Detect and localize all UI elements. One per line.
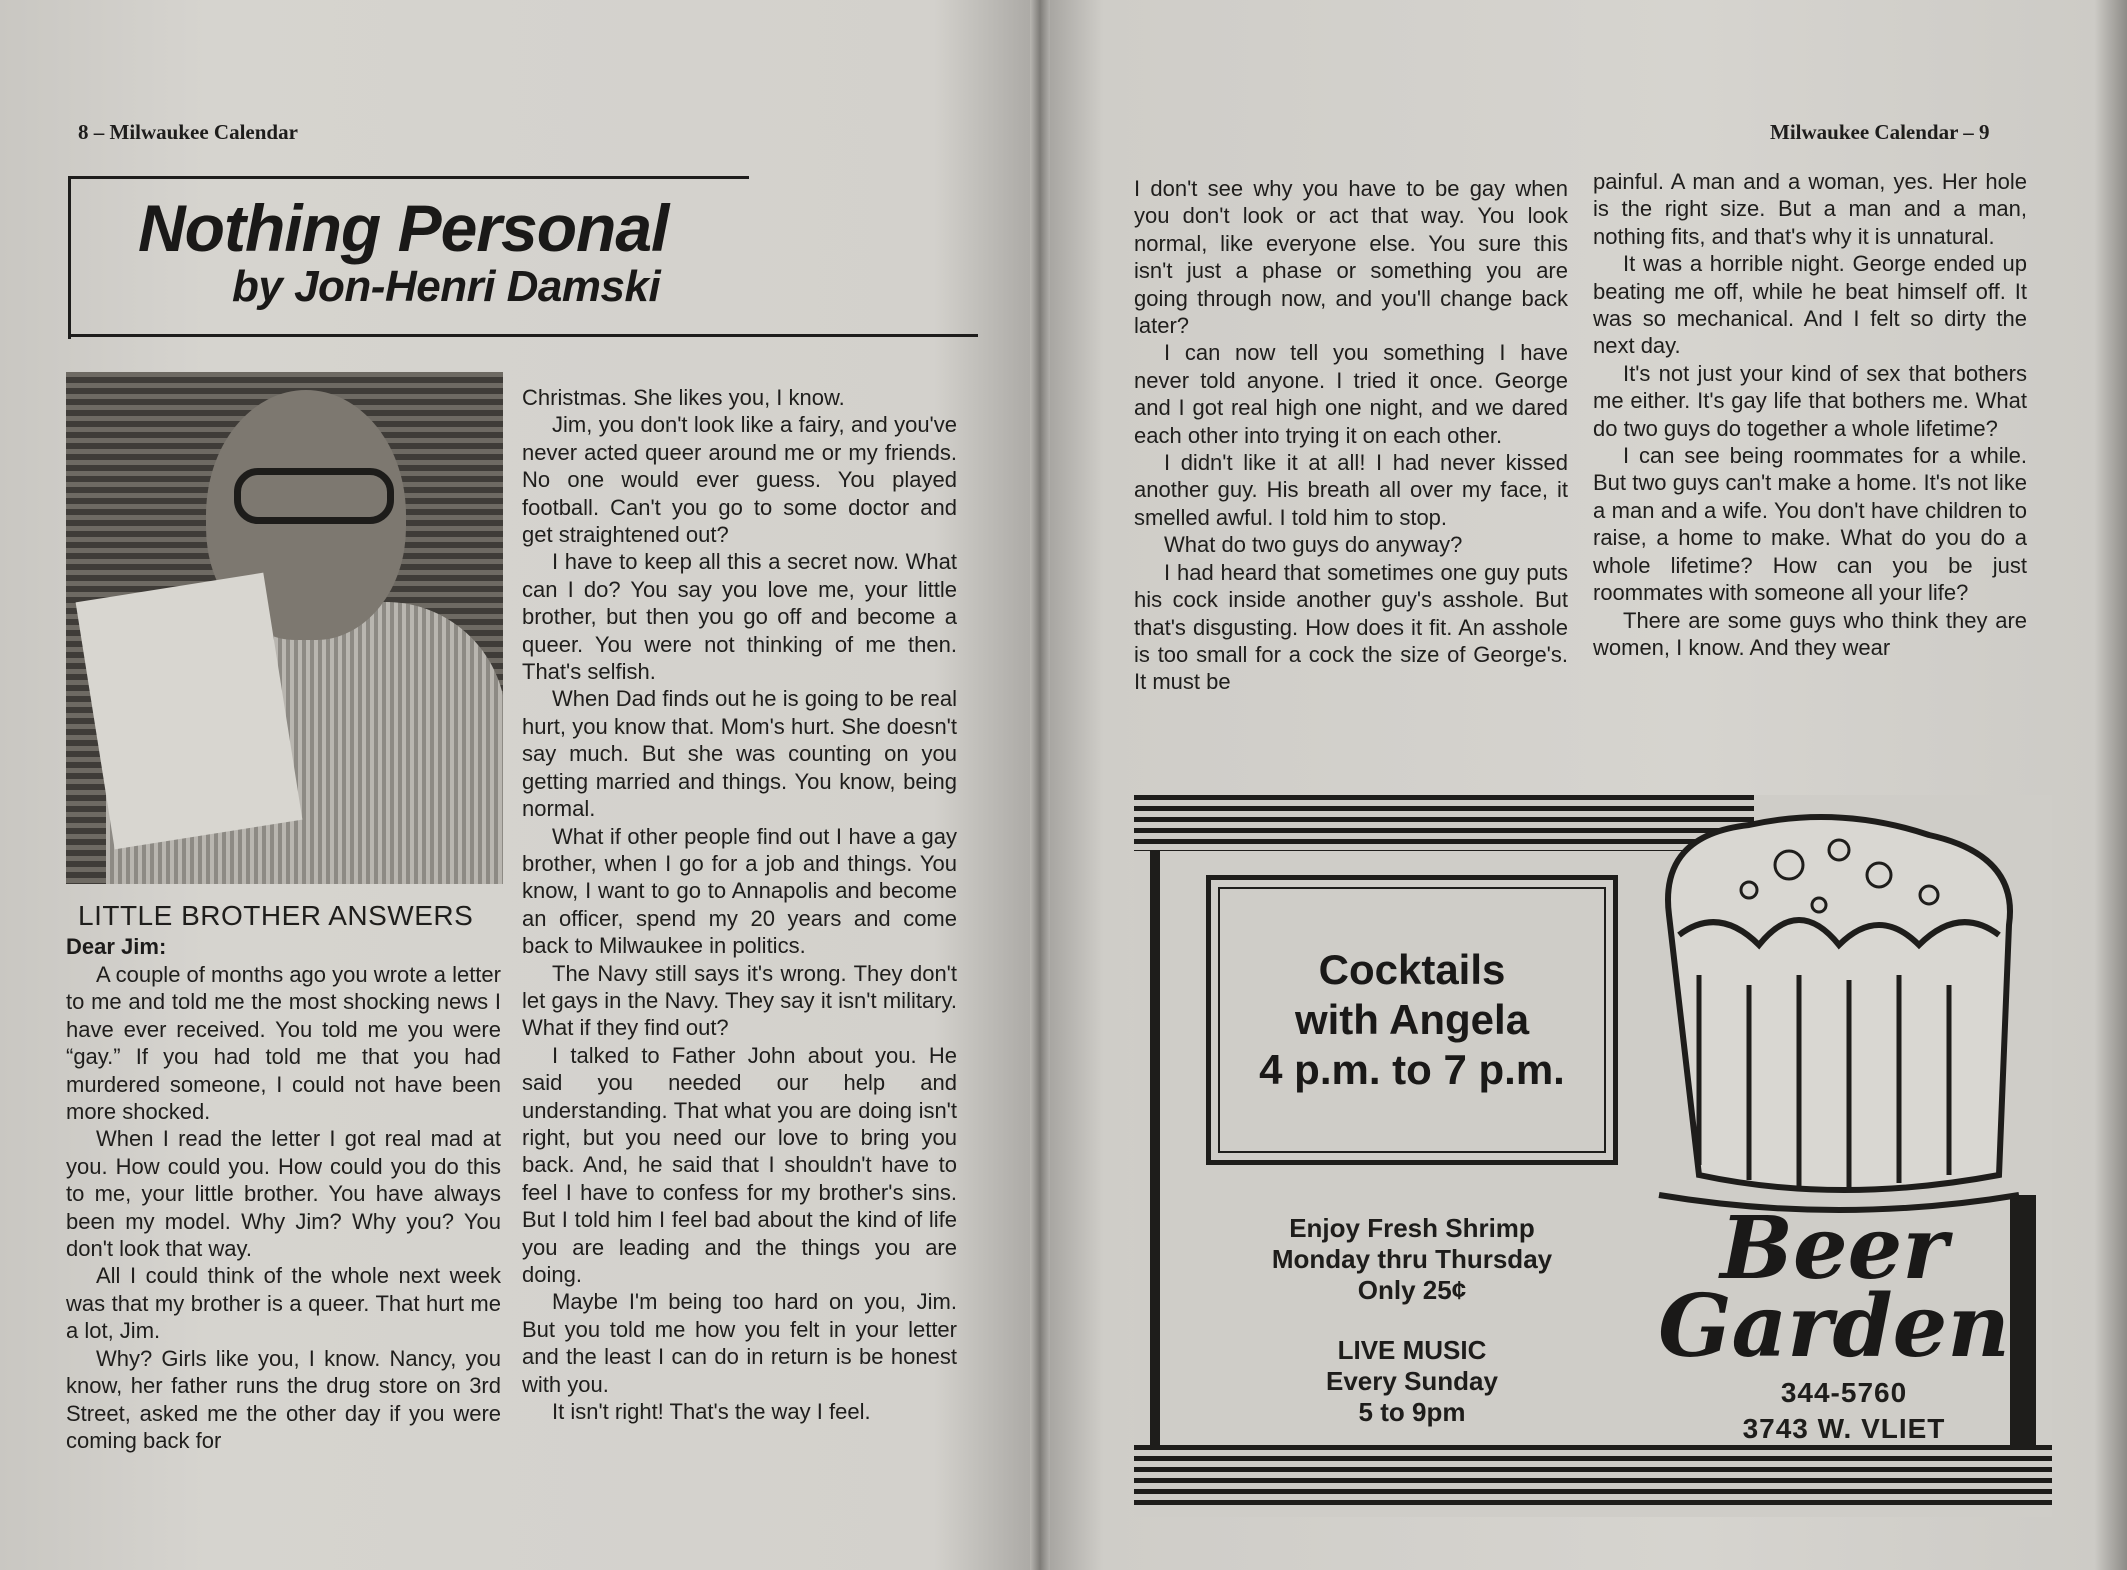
paragraph: I have to keep all this a secret now. What can I do? You say you love me, your little brother, but then you go off and become a queer. You were not thinking of me then. That's selfish.	[522, 549, 957, 685]
photo-paper	[76, 573, 303, 850]
wood-border-bottom	[1134, 1445, 2052, 1507]
paragraph: painful. A man and a woman, yes. Her hole is the right size. But a man and a man, nothing fits, and that's why it is unnatural.	[1593, 169, 2027, 249]
author-photo	[66, 372, 503, 884]
paragraph: What do two guys do anyway?	[1164, 532, 1463, 558]
paragraph: All I could think of the whole next week was that my brother is a queer. That hurt me a lot, Jim.	[66, 1263, 501, 1344]
ad-contact	[1674, 1375, 2014, 1447]
right-running-head: Milwaukee Calendar – 9	[1770, 120, 1990, 144]
ad-address: 3743 W. VLIET	[1742, 1413, 1946, 1444]
paragraph: I had heard that sometimes one guy puts his cock inside another guy's asshole. But that's disgusting. How does it fit. An asshole is too small for a cock the size of George's. It must be	[1134, 559, 1568, 695]
title-rule	[68, 334, 978, 337]
ad-live-music	[1184, 1335, 1640, 1428]
music-line: Every Sunday	[1326, 1366, 1498, 1396]
beer-garden-ad	[1134, 795, 2052, 1517]
beer-mug-icon	[1639, 795, 2039, 1215]
music-line: 5 to 9pm	[1358, 1397, 1466, 1427]
paragraph: It was a horrible night. George ended up beating me off, while he beat himself off. It was so mechanical. And I felt so dirty the next day.	[1593, 251, 2027, 359]
brand-line: Garden	[1658, 1276, 2010, 1377]
headline-line: 4 p.m. to 7 p.m.	[1259, 1046, 1565, 1093]
offer-line: Enjoy Fresh Shrimp	[1289, 1213, 1535, 1243]
column-1	[66, 961, 501, 1454]
offer-line: Monday thru Thursday	[1271, 1244, 1553, 1274]
column-3	[1134, 175, 1568, 696]
paragraph: I don't see why you have to be gay when you don't look or act that way. You look normal, like everyone else. You sure this isn't just a phase or something you are going through now, and you'll change back later?	[1134, 176, 1568, 339]
salutation: Dear Jim:	[66, 934, 167, 959]
paragraph: It isn't right! That's the way I feel.	[552, 1399, 871, 1425]
article-byline: by Jon-Henri Damski	[232, 262, 661, 311]
paragraph: A couple of months ago you wrote a letter to me and told me the most shocking news I have ever received. You told me you were “gay.” If you had told me that you had murdered someone, I could not have been more shocked.	[66, 962, 501, 1125]
paragraph: What if other people find out I have a gay brother, when I go for a job and things. You know, I want to go to Annapolis and become an officer, spend my 20 years and come back to Milwaukee in politics.	[522, 823, 957, 959]
paragraph: When I read the letter I got real mad at you. How could you. How could you do this to me, your little brother. You have always been my model. Why Jim? Why you? You don't look that way.	[66, 1126, 501, 1262]
headline-line: Cocktails	[1318, 946, 1506, 993]
paragraph: When Dad finds out he is going to be real hurt, you know that. Mom's hurt. She doesn't say much. But she was counting on you getting married and things. You know, being normal.	[522, 686, 957, 822]
ad-phone: 344-5760	[1780, 1377, 1908, 1408]
paragraph: Why? Girls like you, I know. Nancy, you know, her father runs the drug store on 3rd Street, asked me the other day if you were coming back for	[66, 1345, 501, 1453]
brand-line: Beer	[1720, 1198, 1948, 1299]
headline-line: with Angela	[1294, 996, 1530, 1043]
ad-shrimp-offer	[1184, 1213, 1640, 1306]
paragraph: It's not just your kind of sex that bothers me either. It's gay life that bothers me. What do two guys do together a whole lifetime?	[1593, 360, 2027, 441]
paragraph: Christmas. She likes you, I know.	[522, 385, 845, 410]
ad-frame-left	[1150, 851, 1160, 1451]
paragraph: I didn't like it at all! I had never kissed another guy. His breath all over my face, it smelled awful. I told him to stop.	[1134, 450, 1568, 530]
article-title: Nothing Personal	[138, 191, 669, 265]
paragraph: I talked to Father John about you. He said you needed our help and understanding. That what you are doing isn't right, but you need our love to bring you back. And, he said that I shouldn't have to feel I have to confess for my brother's sins. But I told him I feel bad about the kind of life you are leading and the things you are doing.	[522, 1042, 957, 1287]
offer-line: Only 25¢	[1357, 1275, 1467, 1305]
paragraph: I can now tell you something I have never told anyone. I tried it once. George and I got real high one night, and we dared each other into trying it on each other.	[1134, 340, 1568, 448]
paragraph: Jim, you don't look like a fairy, and you've never acted queer around me or my friends. No one would ever guess. You played football. Can't you go to some doctor and get straightened out?	[522, 412, 957, 548]
ad-brand-logo	[1644, 1198, 2024, 1377]
left-running-head: 8 – Milwaukee Calendar	[78, 120, 298, 144]
music-line: LIVE MUSIC	[1337, 1335, 1487, 1365]
column-4	[1593, 168, 2027, 661]
ad-cocktails-headline	[1218, 945, 1606, 1095]
paragraph: The Navy still says it's wrong. They don't let gays in the Navy. They say it isn't military. What if they find out?	[522, 960, 957, 1041]
paragraph: I can see being roommates for a while. But two guys can't make a home. It's not like a man and a wife. You don't have children to raise, a home to make. What do you do a whole lifetime? How can you be just roommates with someone all your life?	[1593, 443, 2027, 606]
paragraph: Maybe I'm being too hard on you, Jim. But you told me how you felt in your letter and the least I can do in return is be honest with you.	[522, 1289, 957, 1397]
paragraph: There are some guys who think they are women, I know. And they wear	[1593, 607, 2027, 660]
photo-glasses	[234, 468, 394, 524]
binding-gutter	[1030, 0, 1050, 1570]
column-subhead: LITTLE BROTHER ANSWERS	[78, 900, 474, 931]
column-2	[522, 384, 957, 1425]
